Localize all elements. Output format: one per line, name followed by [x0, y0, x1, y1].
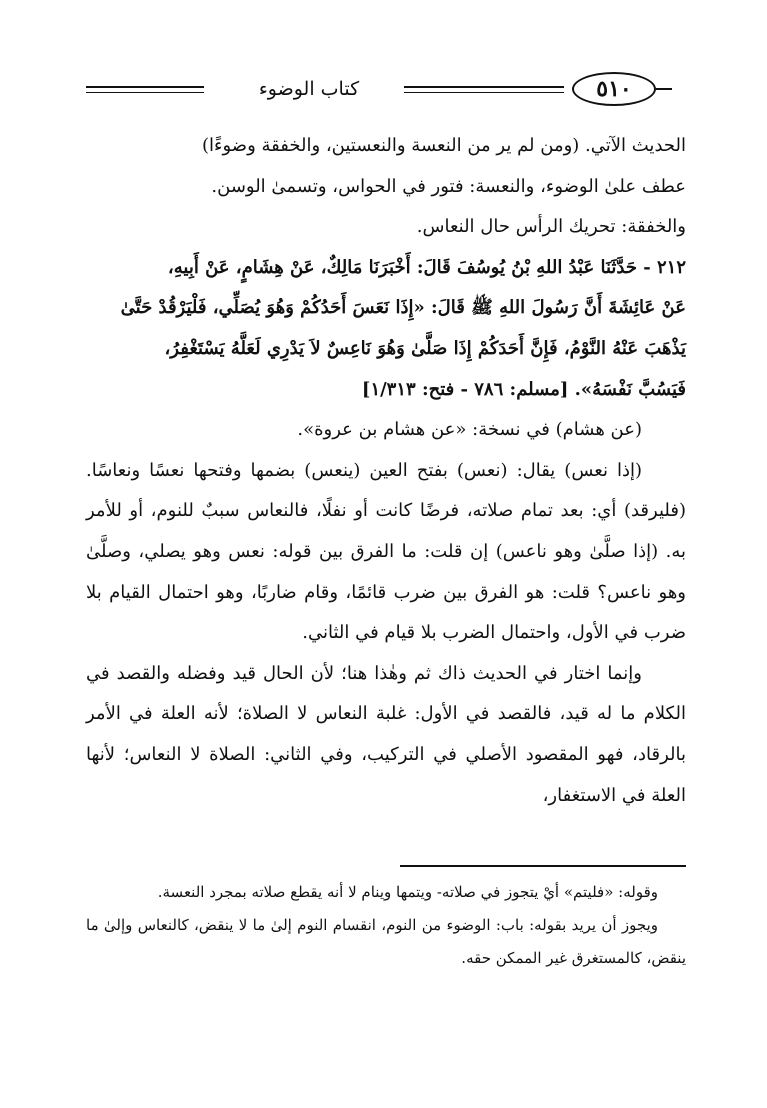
commentary-paragraph: (عن هشام) في نسخة: «عن هشام بن عروة». [297, 419, 642, 441]
footnote: ويجوز أن يريد بقوله: باب: الوضوء من النوم، انقسام النوم إلىٰ ما لا ينقض، كالنعاس وإلىٰ ما ينقض، كالمستغرق غير الممكن حقه. [86, 916, 686, 967]
footnote-separator [400, 865, 686, 867]
running-header [86, 72, 684, 112]
text-line: عطف علىٰ الوضوء، والنعسة: فتور في الحواس، وتسمىٰ الوسن. [211, 175, 686, 197]
text-line: والخفقة: تحريك الرأس حال النعاس. [416, 216, 686, 238]
commentary-paragraph: (إذا نعس) يقال: (نعس) بفتح العين (ينعس) بضمها وفتحها نعسًا ونعاسًا. (فليرقد) أي: بعد تمام صلاته، فرضًا كانت أو نفلًا، فالنعاس سببٌ للنوم، أو للأمر به. (إذا صلَّىٰ وهو ناعس) إن قلت: ما الفرق بين قوله: نعس وهو يصلي، وصلَّىٰ وهو ناعس؟ قلت: هو الفرق بين ضرب قائمًا، وقام ضاربًا، وهو احتمال القيام بلا ضرب في الأول، واحتمال الضرب بلا قيام في الثاني. [86, 459, 686, 644]
footnote: وقوله: «فليتم» أيْ يتجوز في صلاته- ويتمها وينام لا أنه يقطع صلاته بمجرد النعسة. [157, 883, 658, 901]
footnotes [86, 876, 686, 975]
hadith-line: فَيَسُبَّ نَفْسَهُ». [مسلم: ٧٨٦ - فتح: ١/٣١٣] [361, 378, 686, 400]
hadith-line: عَنْ عَائِشَةَ أَنَّ رَسُولَ اللهِ ﷺ قَالَ: «إِذَا نَعَسَ أَحَدُكُمْ وَهُوَ يُصَلِّي، فَلْيَرْقُدْ حَتَّىٰ [120, 297, 686, 319]
page-number: ٥١٠ [572, 72, 656, 106]
main-text [86, 126, 686, 816]
commentary-paragraph: وإنما اختار في الحديث ذاك ثم وهٰذا هنا؛ لأن الحال قيد وفضله والقصد في الكلام ما له قيد، فالقصد في الأول: غلبة النعاس لا الصلاة؛ لأنه العلة في الأمر بالرقاد، فهو المقصود الأصلي في التركيب، وفي الثاني: الصلاة لا النعاس؛ لأنها العلة في الاستغفار، [86, 662, 686, 806]
hadith-line: ٢١٢ - حَدَّثَنَا عَبْدُ اللهِ بْنُ يُوسُفَ قَالَ: أَخْبَرَنَا مَالِكٌ، عَنْ هِشَامٍ، عَنْ أَبِيهِ، [167, 256, 686, 278]
running-title: كتاب الوضوء [258, 78, 360, 100]
hadith-line: يَذْهَبَ عَنْهُ النَّوْمُ، فَإِنَّ أَحَدَكُمْ إِذَا صَلَّىٰ وَهُوَ نَاعِسٌ لاَ يَدْرِي لَعَلَّهُ يَسْتَغْفِرُ، [164, 337, 686, 359]
header-rule-left-thin [86, 92, 204, 93]
header-rule-mid [404, 86, 564, 88]
header-rule-mid-thin [404, 92, 564, 93]
header-rule-left [86, 86, 204, 88]
text-line: الحديث الآتي. (ومن لم ير من النعسة والنعستين، والخفقة وضوءًا) [202, 135, 686, 156]
